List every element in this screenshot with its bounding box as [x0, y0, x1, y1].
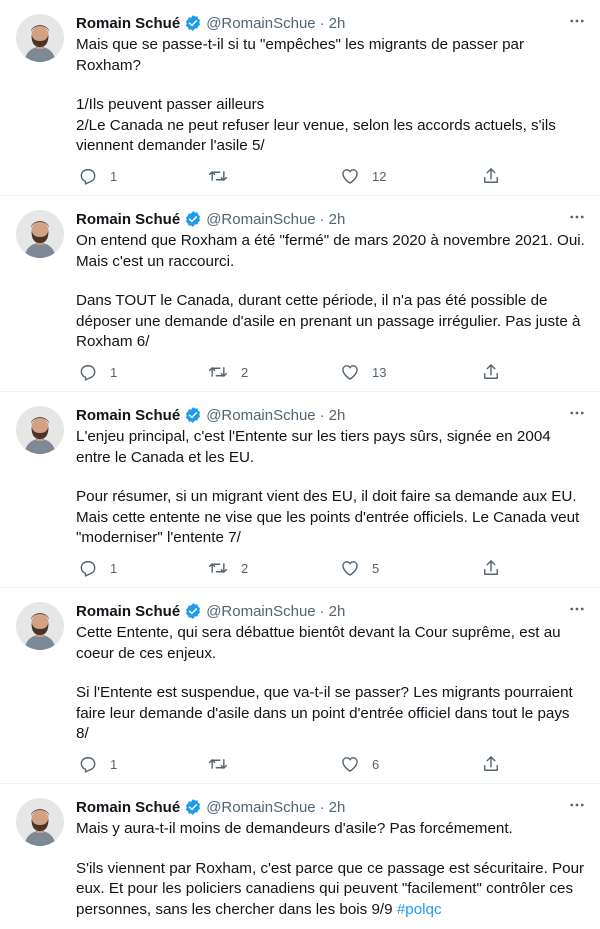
like-button[interactable] — [340, 166, 386, 186]
tweet[interactable] — [0, 588, 600, 784]
author-handle[interactable]: @RomainSchue — [206, 14, 316, 32]
author-name[interactable]: Romain Schué — [76, 210, 181, 228]
tweet-actions — [76, 754, 496, 776]
tweet[interactable] — [0, 392, 600, 588]
tweet-paragraph-text: S'ils viennent par Roxham, c'est parce que ce passage est sécuritaire. Pour eux. Et pour les policiers canadiens qui peuvent "facilement" contrôler ces personnes, sans les chercher dans les bois 9/9 — [76, 859, 585, 918]
separator: · — [319, 406, 325, 424]
retweet-count: 2 — [241, 560, 249, 576]
tweet-paragraph: Mais que se passe-t-il si tu "empêches" les migrants de passer par Roxham? — [76, 36, 525, 74]
share-icon — [481, 166, 501, 186]
tweet-header — [76, 208, 586, 230]
avatar[interactable] — [16, 14, 64, 62]
reply-button[interactable] — [78, 558, 117, 578]
more-icon[interactable] — [568, 208, 586, 229]
tweet-paragraph: L'enjeu principal, c'est l'Entente sur les tiers pays sûrs, signée en 2004 entre le Canada et les EU. — [76, 428, 551, 466]
more-icon[interactable] — [568, 796, 586, 817]
separator: · — [319, 210, 325, 228]
share-button[interactable] — [481, 754, 501, 774]
tweet-actions — [76, 558, 496, 580]
like-icon — [340, 362, 360, 382]
reply-icon — [78, 166, 98, 186]
share-button[interactable] — [481, 558, 501, 578]
tweet[interactable] — [0, 0, 600, 196]
author-name[interactable]: Romain Schué — [76, 14, 181, 32]
separator: · — [319, 14, 325, 32]
tweet-paragraph: On entend que Roxham a été "fermé" de mars 2020 à novembre 2021. Oui. Mais c'est un raccourci. — [76, 232, 585, 270]
like-count: 5 — [372, 560, 380, 576]
author-name[interactable]: Romain Schué — [76, 406, 181, 424]
like-icon — [340, 754, 360, 774]
tweet-text — [76, 819, 586, 920]
tweet-text — [76, 231, 586, 353]
avatar-image — [16, 798, 64, 846]
tweet-actions — [76, 362, 496, 384]
share-icon — [481, 558, 501, 578]
retweet-icon — [207, 558, 229, 578]
reply-button[interactable] — [78, 166, 117, 186]
timestamp[interactable]: 2h — [328, 406, 346, 424]
tweet-paragraph: 1/Ils peuvent passer ailleurs 2/Le Canada ne peut refuser leur venue, selon les accords actuels, s'ils viennent demander l'asile 5/ — [76, 96, 556, 154]
retweet-count: 2 — [241, 364, 249, 380]
reply-icon — [78, 754, 98, 774]
like-button[interactable] — [340, 362, 386, 382]
more-icon[interactable] — [568, 404, 586, 425]
tweet[interactable] — [0, 784, 600, 929]
tweet-paragraph — [76, 859, 586, 921]
reply-icon — [78, 362, 98, 382]
reply-count: 1 — [110, 168, 118, 184]
timestamp[interactable]: 2h — [328, 210, 346, 228]
separator: · — [319, 602, 325, 620]
tweet-header — [76, 404, 586, 426]
tweet-paragraph: Cette Entente, qui sera débattue bientôt devant la Cour suprême, est au coeur de ces enjeux. — [76, 624, 561, 662]
verified-badge-icon — [184, 602, 202, 620]
share-button[interactable] — [481, 362, 501, 382]
retweet-button[interactable] — [207, 754, 241, 774]
tweet-header — [76, 12, 586, 34]
hashtag-link[interactable]: #polqc — [396, 900, 442, 918]
more-icon[interactable] — [568, 600, 586, 621]
like-count: 6 — [372, 756, 380, 772]
avatar[interactable] — [16, 406, 64, 454]
like-button[interactable] — [340, 754, 379, 774]
tweet-paragraph: Dans TOUT le Canada, durant cette période, il n'a pas été possible de déposer une demande d'asile en prenant un passage irrégulier. Pas juste à Roxham 6/ — [76, 292, 581, 350]
retweet-icon — [207, 754, 229, 774]
reply-icon — [78, 558, 98, 578]
share-icon — [481, 362, 501, 382]
avatar[interactable] — [16, 602, 64, 650]
tweet-paragraph: Mais y aura-t-il moins de demandeurs d'asile? Pas forcémement. — [76, 820, 513, 837]
tweet-header — [76, 600, 586, 622]
like-count: 13 — [372, 364, 387, 380]
author-handle[interactable]: @RomainSchue — [206, 602, 316, 620]
more-icon[interactable] — [568, 12, 586, 33]
verified-badge-icon — [184, 798, 202, 816]
reply-count: 1 — [110, 560, 118, 576]
avatar-image — [16, 210, 64, 258]
retweet-button[interactable] — [207, 558, 248, 578]
avatar-image — [16, 406, 64, 454]
author-name[interactable]: Romain Schué — [76, 798, 181, 816]
reply-button[interactable] — [78, 754, 117, 774]
retweet-icon — [207, 362, 229, 382]
tweet-header — [76, 796, 586, 818]
like-button[interactable] — [340, 558, 379, 578]
tweet-paragraph: Si l'Entente est suspendue, que va-t-il se passer? Les migrants pourraient faire leur demande d'asile dans un point d'entrée officiel dans tout le pays 8/ — [76, 684, 573, 742]
timestamp[interactable]: 2h — [328, 602, 346, 620]
share-icon — [481, 754, 501, 774]
tweet[interactable] — [0, 196, 600, 392]
verified-badge-icon — [184, 406, 202, 424]
like-icon — [340, 166, 360, 186]
tweet-actions — [76, 166, 496, 188]
timestamp[interactable]: 2h — [328, 798, 346, 816]
avatar[interactable] — [16, 210, 64, 258]
reply-count: 1 — [110, 756, 118, 772]
author-handle[interactable]: @RomainSchue — [206, 798, 316, 816]
tweet-text — [76, 427, 586, 549]
verified-badge-icon — [184, 210, 202, 228]
reply-button[interactable] — [78, 362, 117, 382]
reply-count: 1 — [110, 364, 118, 380]
tweet-text — [76, 623, 586, 745]
retweet-icon — [207, 166, 229, 186]
retweet-button[interactable] — [207, 362, 248, 382]
avatar-image — [16, 14, 64, 62]
tweet-paragraph: Pour résumer, si un migrant vient des EU, il doit faire sa demande aux EU. Mais cette entente ne vise que les points d'entrée officiels. Le Canada veut "moderniser" l'entente 7/ — [76, 488, 580, 546]
like-icon — [340, 558, 360, 578]
like-count: 12 — [372, 168, 387, 184]
author-handle[interactable]: @RomainSchue — [206, 210, 316, 228]
separator: · — [319, 798, 325, 816]
author-name[interactable]: Romain Schué — [76, 602, 181, 620]
verified-badge-icon — [184, 14, 202, 32]
retweet-button[interactable] — [207, 166, 241, 186]
avatar[interactable] — [16, 798, 64, 846]
avatar-image — [16, 602, 64, 650]
share-button[interactable] — [481, 166, 501, 186]
tweet-text — [76, 35, 586, 157]
timestamp[interactable]: 2h — [328, 14, 346, 32]
author-handle[interactable]: @RomainSchue — [206, 406, 316, 424]
